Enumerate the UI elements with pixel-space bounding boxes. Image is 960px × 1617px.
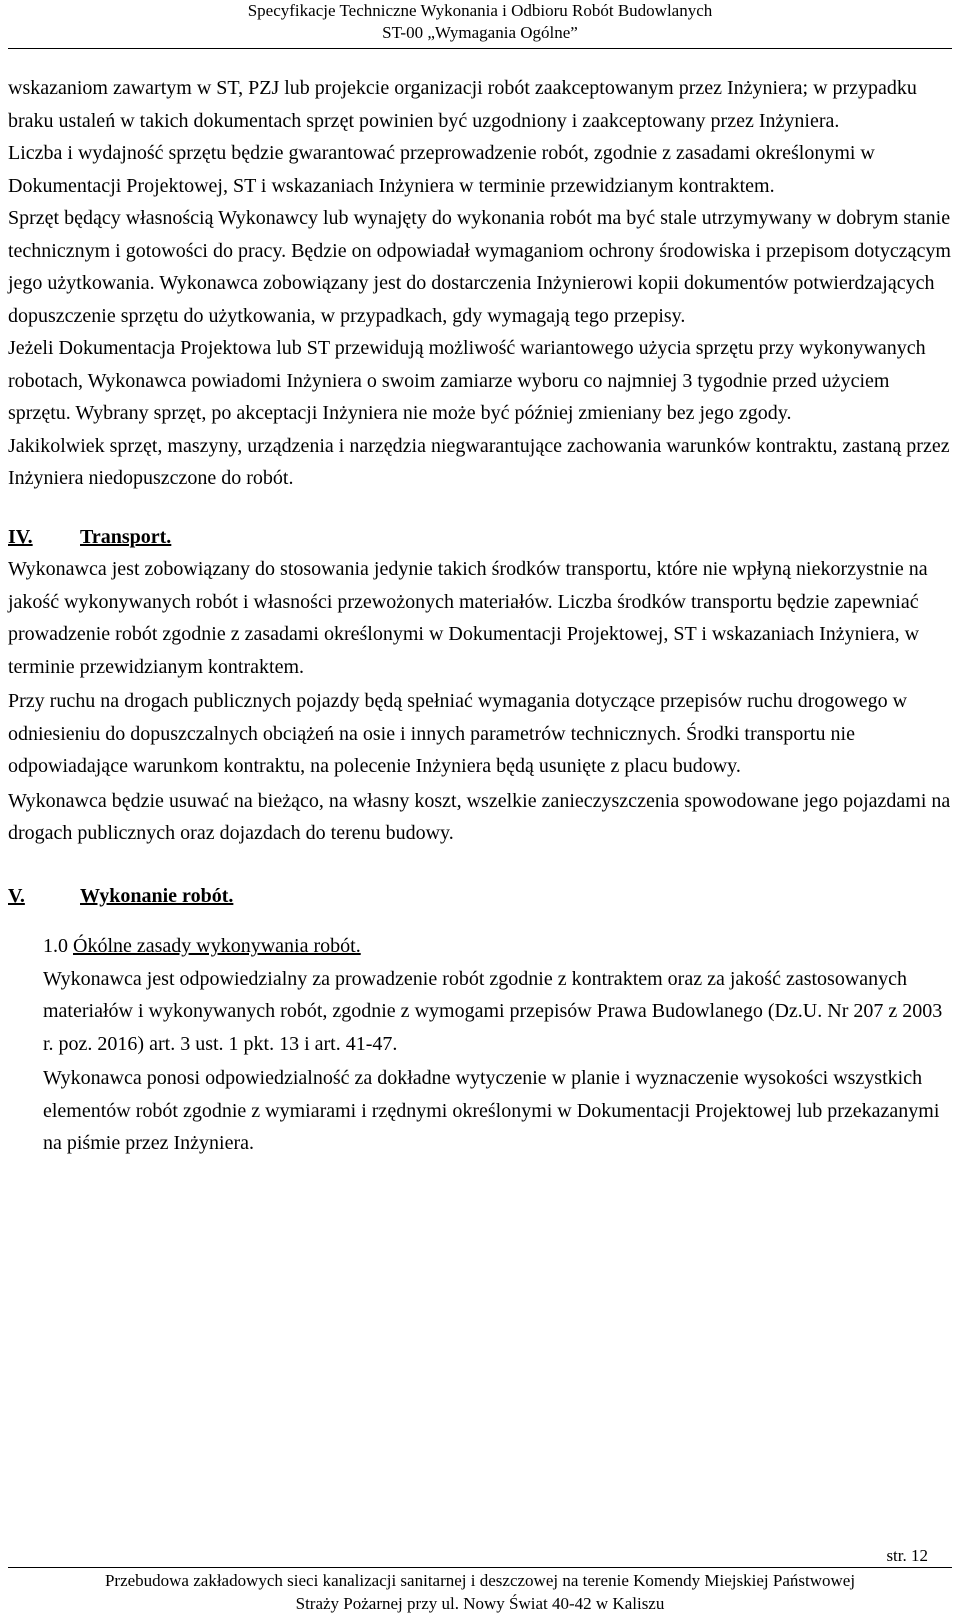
subsection-number: 1.0 xyxy=(43,935,68,957)
paragraph: Wykonawca jest odpowiedzialny za prowadzenie robót zgodnie z kontraktem oraz za jakość zastosowanych materiałów i wykonywanych robót, zgodnie z wymogami przepisów Prawa Budowlanego (Dz.U. Nr 207 z 2003 r. poz. 2016) art. 3 ust. 1 pkt. 13 i art. 41-47. xyxy=(43,967,943,1055)
subsection-title xyxy=(43,930,952,963)
header-title: Specyfikacje Techniczne Wykonania i Odbioru Robót Budowlanych xyxy=(247,1,713,20)
section-heading-execution xyxy=(8,880,952,913)
subsection-title-text: Ókólne zasady wykonywania robót. xyxy=(73,935,361,957)
page-header xyxy=(0,0,960,44)
footer-line-2: Straży Pożarnej przy ul. Nowy Świat 40-42 w Kaliszu xyxy=(295,1594,665,1613)
paragraph: Wykonawca ponosi odpowiedzialność za dokładne wytyczenie w planie i wyznaczenie wysokości wszystkich elementów robót zgodnie z wymiarami i rzędnymi określonymi w Dokumentacji Projektowej lub przekazanymi na piśmie przez Inżyniera. xyxy=(43,1067,940,1154)
footer-line-1: Przebudowa zakładowych sieci kanalizacji sanitarnej i deszczowej na terenie Komendy Miejskiej Państwowej xyxy=(104,1571,856,1590)
document-body xyxy=(8,72,952,1160)
paragraph: Liczba i wydajność sprzętu będzie gwarantować przeprowadzenie robót, zgodnie z zasadami określonymi w Dokumentacji Projektowej, ST i wskazaniach Inżyniera w terminie przewidzianym kontraktem. xyxy=(8,142,875,197)
page-number: str. 12 xyxy=(886,1546,928,1565)
paragraph: Jakikolwiek sprzęt, maszyny, urządzenia i narzędzia niegwarantujące zachowania warunków kontraktu, zastaną przez Inżyniera niedopuszczone do robót. xyxy=(8,434,950,489)
header-subtitle: ST-00 „Wymagania Ogólne” xyxy=(382,23,578,42)
paragraph: wskazaniom zawartym w ST, PZJ lub projekcie organizacji robót zaakceptowanym przez Inżyniera; w przypadku braku ustaleń w takich dokumentach sprzęt powinien być uzgodniony i zaakceptowany przez Inżyniera. xyxy=(8,77,917,132)
page-footer xyxy=(0,1569,960,1615)
subsection xyxy=(8,930,952,1160)
footer-divider xyxy=(8,1567,952,1568)
paragraph: Wykonawca będzie usuwać na bieżąco, na własny koszt, wszelkie zanieczyszczenia spowodowane jego pojazdami na drogach publicznych oraz dojazdach do terenu budowy. xyxy=(8,789,951,844)
section-heading-transport xyxy=(8,521,952,554)
paragraph: Wykonawca jest zobowiązany do stosowania jedynie takich środków transportu, które nie wpłyną niekorzystnie na jakość wykonywanych robót i własności przewożonych materiałów. Liczba środków transportu będzie zapewniać prowadzenie robót zgodnie z zasadami określonymi w Dokumentacji Projektowej, ST i wskazaniach Inżyniera, w terminie przewidzianym kontraktem. xyxy=(8,558,928,678)
section-title: Transport. xyxy=(80,525,172,548)
paragraph: Jeżeli Dokumentacja Projektowa lub ST przewidują możliwość wariantowego użycia sprzętu przy wykonywanych robotach, Wykonawca powiadomi Inżyniera o swoim zamiarze wyboru co najmniej 3 tygodnie przed użyciem sprzętu. Wybrany sprzęt, po akceptacji Inżyniera nie może być później zmieniany bez jego zgody. xyxy=(8,337,926,424)
paragraph: Przy ruchu na drogach publicznych pojazdy będą spełniać wymagania dotyczące przepisów ruchu drogowego w odniesieniu do dopuszczalnych obciążeń na osie i innych parametrów technicznych. Środki transportu nie odpowiadające warunkom kontraktu, na polecenie Inżyniera będą usunięte z placu budowy. xyxy=(8,690,908,777)
section-title: Wykonanie robót. xyxy=(80,884,234,907)
section-number: V. xyxy=(8,884,25,907)
section-number: IV. xyxy=(8,525,33,548)
paragraph: Sprzęt będący własnością Wykonawcy lub wynajęty do wykonania robót ma być stale utrzymywany w dobrym stanie technicznym i gotowości do pracy. Będzie on odpowiadał wymaganiom ochrony środowiska i przepisom dotyczącym jego użytkowania. Wykonawca zobowiązany jest do dostarczenia Inżynierowi kopii dokumentów potwierdzających dopuszczenie sprzętu do użytkowania, w przypadkach, gdy wymagają tego przepisy. xyxy=(8,207,951,327)
header-divider xyxy=(8,48,952,49)
